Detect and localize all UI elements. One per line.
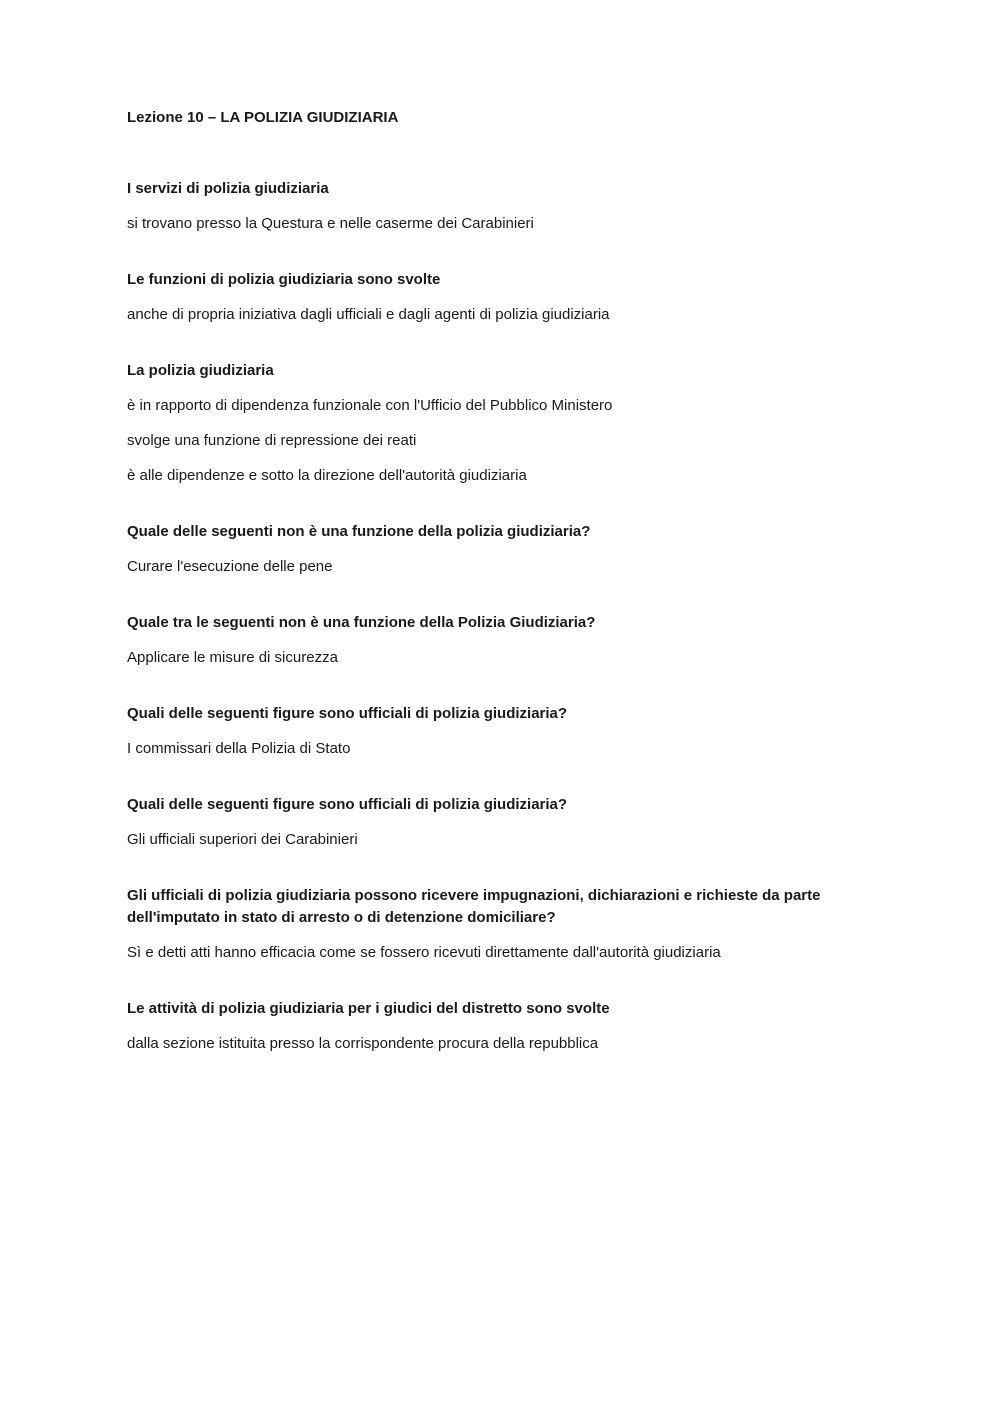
question-text: I servizi di polizia giudiziaria: [127, 180, 329, 197]
question-text: La polizia giudiziaria: [127, 362, 274, 379]
question-text: Le funzioni di polizia giudiziaria sono svolte: [127, 271, 441, 288]
question-text: Quali delle seguenti figure sono ufficiali di polizia giudiziaria?: [127, 796, 568, 813]
qa-block: [127, 360, 847, 487]
qa-block: [127, 178, 847, 235]
answer-text: Gli ufficiali superiori dei Carabinieri: [127, 831, 358, 848]
answer-text: anche di propria iniziativa dagli ufficiali e dagli agenti di polizia giudiziaria: [127, 306, 610, 323]
qa-block: [127, 885, 847, 964]
answer-text: I commissari della Polizia di Stato: [127, 740, 351, 757]
document-title: Lezione 10 – LA POLIZIA GIUDIZIARIA: [127, 109, 399, 126]
qa-block: [127, 998, 847, 1055]
answer-text: è alle dipendenze e sotto la direzione dell'autorità giudiziaria: [127, 467, 527, 484]
answer-text: Sì e detti atti hanno efficacia come se fossero ricevuti direttamente dall'autorità giudiziaria: [127, 944, 721, 961]
question-text: Quale tra le seguenti non è una funzione della Polizia Giudiziaria?: [127, 614, 596, 631]
answer-text: si trovano presso la Questura e nelle caserme dei Carabinieri: [127, 215, 534, 232]
qa-block: [127, 521, 847, 578]
question-text: Quale delle seguenti non è una funzione della polizia giudiziaria?: [127, 523, 591, 540]
qa-block: [127, 794, 847, 851]
question-text: Le attività di polizia giudiziaria per i giudici del distretto sono svolte: [127, 1000, 610, 1017]
answer-text: dalla sezione istituita presso la corrispondente procura della repubblica: [127, 1035, 599, 1052]
qa-block: [127, 269, 847, 326]
answer-text: Applicare le misure di sicurezza: [127, 649, 338, 666]
question-text: Quali delle seguenti figure sono ufficiali di polizia giudiziaria?: [127, 705, 568, 722]
qa-block: [127, 612, 847, 669]
qa-block: [127, 703, 847, 760]
answer-text: svolge una funzione di repressione dei reati: [127, 432, 417, 449]
document-page: [127, 108, 847, 1089]
question-text: Gli ufficiali di polizia giudiziaria possono ricevere impugnazioni, dichiarazioni e richieste da parte dell'imputato in stato di arresto o di detenzione domiciliare?: [127, 887, 821, 926]
answer-text: è in rapporto di dipendenza funzionale con l'Ufficio del Pubblico Ministero: [127, 397, 613, 414]
answer-text: Curare l'esecuzione delle pene: [127, 558, 333, 575]
